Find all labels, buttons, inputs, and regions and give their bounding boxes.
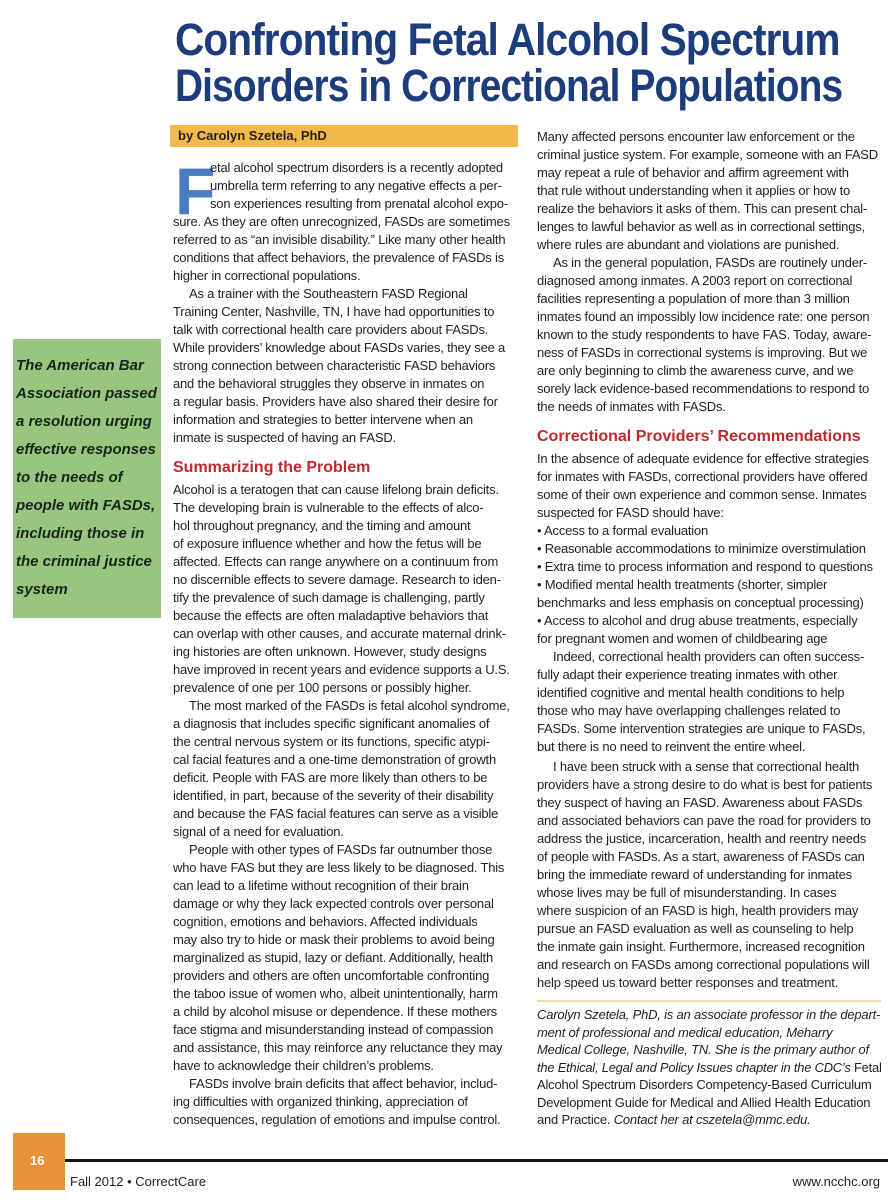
text-line: fully adapt their experience treating inmates with other — [537, 667, 838, 682]
text-line: While providers’ knowledge about FASDs varies, they see a — [173, 340, 506, 355]
text-line: The developing brain is vulnerable to the effects of alco- — [173, 500, 484, 515]
text-line: where rules are abundant and violations are punished. — [537, 237, 840, 252]
author-bio — [537, 1006, 882, 1129]
text-line: deficit. People with FAS are more likely than others to be — [173, 770, 488, 785]
text-line: a diagnosis that includes specific significant anomalies of — [173, 716, 490, 731]
text-line: of people with FASDs. As a start, awareness of FASDs can — [537, 849, 865, 864]
text-line: known to the study respondents to have FAS. Today, aware- — [537, 327, 872, 342]
bio-text-italic: ment of professional and medical education, Meharry — [537, 1024, 833, 1040]
text-line: • Access to a formal evaluation — [537, 523, 709, 538]
bio-text-roman: and Practice. — [537, 1112, 614, 1127]
text-line: identified, in part, because of the severity of their disability — [173, 788, 494, 803]
text-line: Training Center, Nashville, TN, I have had opportunities to — [173, 304, 495, 319]
bio-text-italic: Contact her at cszetela@mmc.edu. — [613, 1112, 811, 1127]
page-number: 16 — [30, 1153, 45, 1168]
text-line: and research on FASDs among correctional populations will — [537, 957, 870, 972]
text-line: • Extra time to process information and respond to questions — [537, 559, 873, 574]
text-line: • Access to alcohol and drug abuse treatments, especially — [537, 613, 858, 628]
pull-quote-line: the criminal justice — [16, 553, 152, 570]
text-line: facilities representing a population of more than 3 million — [537, 291, 850, 306]
byline-bar — [170, 125, 518, 147]
text-line: etal alcohol spectrum disorders is a recently adopted — [210, 160, 503, 175]
text-line: inmate is suspected of having an FASD. — [173, 430, 396, 445]
intro-paragraphs — [173, 154, 520, 447]
bio-line — [537, 1111, 882, 1129]
footer-website: www.ncchc.org — [792, 1174, 880, 1189]
text-line: of exposure influence whether and how the fetus will be — [173, 536, 482, 551]
text-line: ing histories are often unknown. However, study designs — [173, 644, 487, 659]
text-line: and the behavioral struggles they observe in inmates on — [173, 376, 485, 391]
text-line: sorely lack evidence-based recommendations to respond to — [537, 381, 870, 396]
text-line: and associated behaviors can pave the road for providers to — [537, 813, 871, 828]
text-line: can overlap with other causes, and accurate maternal drink- — [173, 626, 506, 641]
text-line: help speed us toward better responses and treatment. — [537, 975, 839, 990]
pull-quote-line: The American Bar — [16, 357, 144, 374]
text-line: diagnosed among inmates. A 2003 report on correctional — [537, 273, 853, 288]
text-line: the central nervous system or its functions, specific atypi- — [173, 734, 490, 749]
text-line: may repeat a rule of behavior and affirm agreement with — [537, 165, 849, 180]
bio-line — [537, 1094, 882, 1112]
pull-quote-line: system — [16, 581, 68, 598]
article-title-line-2: Disorders in Correctional Populations — [175, 60, 843, 111]
text-line: talk with correctional health care providers about FASDs. — [173, 322, 489, 337]
text-line: some of their own experience and common sense. Inmates — [537, 487, 867, 502]
text-line: referred to as “an invisible disability.” Like many other health — [173, 232, 506, 247]
text-line: As in the general population, FASDs are routinely under- — [553, 255, 867, 270]
text-line: • Reasonable accommodations to minimize overstimulation — [537, 541, 866, 556]
right-body-text-1 — [537, 128, 882, 416]
text-line: cal facial features and a one-time demonstration of growth — [173, 752, 496, 767]
text-line: affected. Effects can range anywhere on a continuum from — [173, 554, 499, 569]
section-heading-recommendations: Correctional Providers’ Recommendations — [537, 428, 861, 445]
text-line: criminal justice system. For example, someone with an FASD — [537, 147, 878, 162]
bio-line — [537, 1059, 882, 1077]
text-line: have to acknowledge their children’s problems. — [173, 1058, 434, 1073]
text-line: People with other types of FASDs far outnumber those — [189, 842, 493, 857]
text-line: • Modified mental health treatments (shorter, simpler — [537, 577, 828, 592]
text-line: The most marked of the FASDs is fetal alcohol syndrome, — [189, 698, 510, 713]
text-line: address the justice, incarceration, health and reentry needs — [537, 831, 867, 846]
text-line: the needs of inmates with FASDs. — [537, 399, 726, 414]
bio-text-italic: Medical College, Nashville, TN. She is the primary author of — [537, 1042, 869, 1057]
text-line: damage or why they lack expected controls over personal — [173, 896, 494, 911]
bio-line — [537, 1006, 882, 1024]
text-line: As a trainer with the Southeastern FASD Regional — [189, 286, 468, 301]
text-line: son experiences resulting from prenatal alcohol expo- — [210, 196, 508, 211]
text-line: Alcohol is a teratogen that can cause lifelong brain deficits. — [173, 482, 499, 497]
text-line: Many affected persons encounter law enforcement or the — [537, 129, 855, 144]
footer-issue: Fall 2012 • CorrectCare — [70, 1174, 207, 1189]
text-line: a regular basis. Providers have also shared their desire for — [173, 394, 498, 409]
text-line: providers have a strong desire to do what is best for patients — [537, 777, 873, 792]
text-line: whose lives may be full of misunderstanding. In cases — [537, 885, 837, 900]
pull-quote-line: effective responses — [16, 441, 156, 458]
page-number-box — [13, 1133, 65, 1190]
text-line: a child by alcohol misuse or dependence. If these mothers — [173, 1004, 497, 1019]
text-line: conditions that affect behaviors, the prevalence of FASDs is — [173, 250, 505, 265]
text-line: lenges to lawful behavior as well as in correctional settings, — [537, 219, 865, 234]
footer-rule — [65, 1159, 888, 1162]
bio-separator — [537, 1000, 881, 1002]
text-line: but there is no need to reinvent the entire wheel. — [537, 739, 806, 754]
text-line: the inmate gain insight. Furthermore, increased recognition — [537, 939, 865, 954]
text-line: signal of a need for evaluation. — [173, 824, 344, 839]
text-line: for pregnant women and women of childbearing age — [537, 631, 828, 646]
right-body-text-2 — [537, 450, 882, 992]
byline: by Carolyn Szetela, PhD — [178, 128, 327, 143]
text-line: prevalence of one per 100 persons or possibly higher. — [173, 680, 472, 695]
text-line: benchmarks and less emphasis on conceptual processing) — [537, 595, 864, 610]
section-heading-summarizing: Summarizing the Problem — [173, 459, 371, 476]
text-line: and because the FAS facial features can serve as a visible — [173, 806, 499, 821]
bio-text-italic: Carolyn Szetela, PhD, is an associate professor in the depart- — [537, 1007, 881, 1022]
drop-cap: F — [175, 154, 216, 228]
text-line: FASDs. Some intervention strategies are unique to FASDs, — [537, 721, 866, 736]
text-line: sure. As they are often unrecognized, FASDs are sometimes — [173, 214, 510, 229]
pull-quote-line: to the needs of — [16, 469, 123, 486]
text-line: In the absence of adequate evidence for effective strategies — [537, 451, 869, 466]
text-line: are only beginning to climb the awareness curve, and we — [537, 363, 854, 378]
bio-line — [537, 1024, 882, 1042]
bio-line — [537, 1041, 882, 1059]
text-line: Indeed, correctional health providers can often success- — [553, 649, 865, 664]
text-line: umbrella term referring to any negative effects a per- — [210, 178, 502, 193]
text-line: I have been struck with a sense that correctional health — [553, 759, 860, 774]
text-line: have improved in recent years and evidence supports a U.S. — [173, 662, 510, 677]
article-title-line-1: Confronting Fetal Alcohol Spectrum — [175, 14, 840, 65]
bio-line — [537, 1076, 882, 1094]
text-line: can lead to a lifetime without recognition of their brain — [173, 878, 469, 893]
bio-text-roman: Alcohol Spectrum Disorders Competency-Based Curriculum — [537, 1077, 872, 1092]
text-line: hol throughout pregnancy, and the timing and amount — [173, 518, 471, 533]
text-line: realize the behaviors it asks of them. This can present chal- — [537, 201, 868, 216]
text-line: cognition, emotions and behaviors. Affected individuals — [173, 914, 478, 929]
text-line: because the effects are often maladaptive behaviors that — [173, 608, 489, 623]
text-line: higher in correctional populations. — [173, 268, 361, 283]
text-line: ness of FASDs in correctional systems is improving. But we — [537, 345, 868, 360]
pull-quote-line: people with FASDs, — [16, 497, 156, 514]
text-line: for inmates with FASDs, correctional providers have offered — [537, 469, 868, 484]
text-line: suspected for FASD should have: — [537, 505, 724, 520]
text-line: inmates found an impossibly low incidence rate: one person — [537, 309, 870, 324]
text-line: they suspect of having an FASD. Awareness about FASDs — [537, 795, 863, 810]
text-line: no discernible effects to severe damage. Research to iden- — [173, 572, 501, 587]
text-line: that rule without understanding when it applies or how to — [537, 183, 851, 198]
text-line: tify the prevalence of such damage is challenging, partly — [173, 590, 485, 605]
text-line: FASDs involve brain deficits that affect behavior, includ- — [189, 1076, 498, 1091]
text-line: identified cognitive and mental health conditions to help — [537, 685, 845, 700]
text-line: ing difficulties with organized thinking, appreciation of — [173, 1094, 468, 1109]
text-line: may also try to hide or mask their problems to avoid being — [173, 932, 495, 947]
text-line: marginalized as stupid, lazy or defiant. Additionally, health — [173, 950, 493, 965]
text-line: where suspicion of an FASD is high, health providers may — [537, 903, 859, 918]
pull-quote-box — [13, 339, 161, 618]
pull-quote-line: including those in — [16, 525, 145, 542]
text-line: who have FAS but they are less likely to be diagnosed. This — [173, 860, 505, 875]
text-line: face stigma and misunderstanding instead of compassion — [173, 1022, 494, 1037]
pull-quote-line: a resolution urging — [16, 413, 152, 430]
text-line: those who may have overlapping challenges related to — [537, 703, 841, 718]
bio-text-roman: Development Guide for Medical and Allied Health Education — [537, 1094, 871, 1110]
text-line: pursue an FASD evaluation as well as counseling to help — [537, 921, 854, 936]
bio-text-italic: the Ethical, Legal and Policy Issues chapter in the CDC’s — [537, 1059, 851, 1075]
text-line: the taboo issue of women who, albeit unintentionally, harm — [173, 986, 498, 1001]
text-line: bring the immediate reward of understanding for inmates — [537, 867, 852, 882]
pull-quote-line: Association passed — [16, 385, 157, 402]
text-line: consequences, regulation of emotions and impulse control. — [173, 1112, 501, 1127]
text-line: providers and others are often uncomfortable confronting — [173, 968, 490, 983]
text-line: strong connection between characteristic FASD behaviors — [173, 358, 496, 373]
text-line: and assistance, this may reinforce any reluctance they may — [173, 1040, 503, 1055]
text-line: information and strategies to better intervene when an — [173, 412, 473, 427]
left-body-text — [173, 481, 520, 1129]
bio-text-roman: Fetal — [850, 1059, 882, 1075]
